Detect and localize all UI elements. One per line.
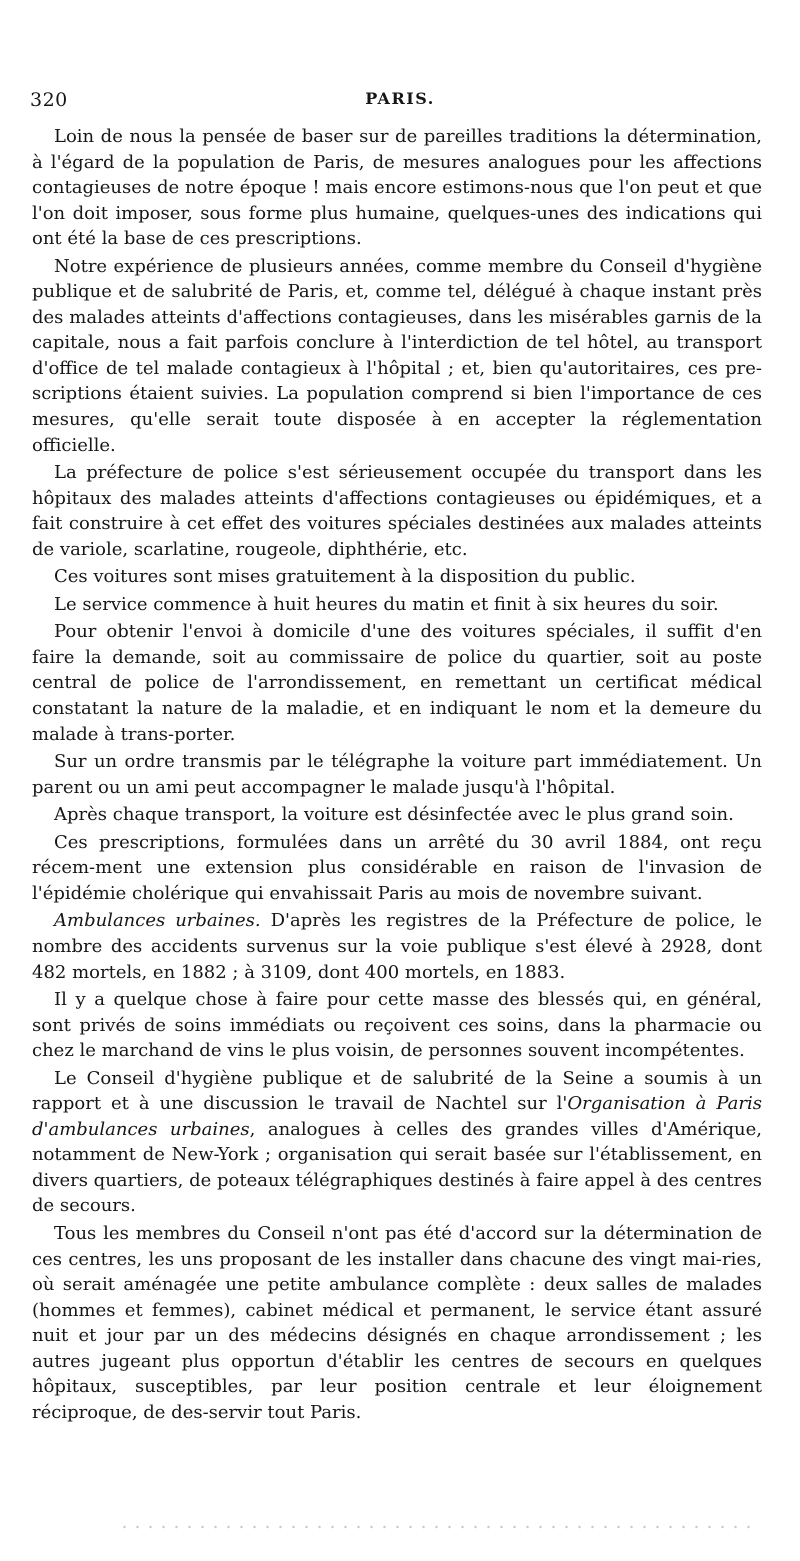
- page-number: 320: [30, 89, 68, 111]
- work-title: Organisation à Paris d'ambulances urbaines: [32, 1093, 762, 1140]
- paragraph: Le service commence à huit heures du matin et finit à six heures du soir.: [54, 593, 719, 615]
- paragraph: Il y a quelque chose à faire pour cette masse des blessés qui, en général, sont privés de soins immédiats ou reçoivent ces soins, dans la pharmacie ou chez le marchand de vins le plus voisin, de personnes souvent incompétentes.: [32, 989, 762, 1062]
- body-text: [32, 124, 762, 1425]
- paragraph: Sur un ordre transmis par le télégraphe la voiture part immédiatement. Un parent ou un ami peut accompagner le malade jusqu'à l'hôpital.: [32, 751, 762, 798]
- running-title: PARIS.: [365, 89, 435, 108]
- paragraph: [32, 1066, 762, 1219]
- paragraph: [32, 908, 762, 985]
- paragraph: Ces voitures sont mises gratuitement à la disposition du public.: [54, 566, 636, 588]
- paragraph: Ces prescriptions, formulées dans un arrêté du 30 avril 1884, ont reçu récem-ment une extension plus considérable en raison de l'invasion de l'épidémie cholérique qui envahissait Paris au mois de novembre suivant.: [32, 831, 762, 904]
- section-lead: Ambulances urbaines.: [54, 910, 261, 932]
- paragraph: Tous les membres du Conseil n'ont pas été d'accord sur la détermination de ces centres, les uns proposant de les installer dans chacune des vingt mai-ries, où serait aménagée une petite ambulance complète : deux salles de malades (hommes et femmes), cabinet médical et permanent, le service étant assuré nuit et jour par un des médecins désignés en chaque arrondissement ; les autres jugeant plus opportun d'établir les centres de secours en quelques hôpitaux, susceptibles, par leur position centrale et leur éloignement réciproque, de des-servir tout Paris.: [32, 1222, 762, 1423]
- paragraph-text: Le Conseil d'hygiène publique et de salubrité de la Seine a soumis à un rapport et à une discussion le travail de Nachtel sur l': [32, 1067, 762, 1115]
- show-through-line: [118, 1525, 758, 1529]
- paragraph-text: D'après les registres de la Préfecture de police, le nombre des accidents survenus sur la voie publique s'est élevé à 2928, dont 482 mortels, en 1882 ; à 3109, dont 400 mortels, en 1883.: [32, 910, 762, 983]
- paragraph-text: , analogues à celles des grandes villes d'Amérique, notamment de New-York ; organisation qui serait basée sur l'établissement, en divers quartiers, de poteaux télégraphiques destinés à faire appel à des centres de secours.: [32, 1118, 762, 1217]
- paragraph: Pour obtenir l'envoi à domicile d'une des voitures spéciales, il suffit d'en faire la demande, soit au commissaire de police du quartier, soit au poste central de police de l'arrondissement, en remettant un certificat médical constatant la nature de la maladie, et en indiquant le nom et la demeure du malade à trans-porter.: [32, 621, 762, 745]
- paragraph: Après chaque transport, la voiture est désinfectée avec le plus grand soin.: [54, 804, 734, 826]
- paragraph: Notre expérience de plusieurs années, comme membre du Conseil d'hygiène publique et de salubrité de Paris, et, comme tel, délégué à chaque instant près des malades atteints d'affections contagieuses, dans les misérables garnis de la capitale, nous a fait parfois conclure à l'interdiction de tel hôtel, au transport d'office de tel malade contagieux à l'hôpital ; et, bien qu'autoritaires, ces pre-scriptions étaient suivies. La population comprend si bien l'importance de ces mesures, qu'elle serait toute disposée à en accepter la réglementation officielle.: [32, 255, 762, 456]
- paragraph: La préfecture de police s'est sérieusement occupée du transport dans les hôpitaux des malades atteints d'affections contagieuses ou épidémiques, et a fait construire à cet effet des voitures spéciales destinées aux malades atteints de variole, scarlatine, rougeole, diphthérie, etc.: [32, 462, 762, 560]
- paragraph: Loin de nous la pensée de baser sur de pareilles traditions la détermination, à l'égard de la population de Paris, de mesures analogues pour les affections contagieuses de notre époque ! mais encore estimons-nous que l'on peut et que l'on doit imposer, sous forme plus humaine, quelques-unes des indications qui ont été la base de ces prescriptions.: [32, 126, 762, 250]
